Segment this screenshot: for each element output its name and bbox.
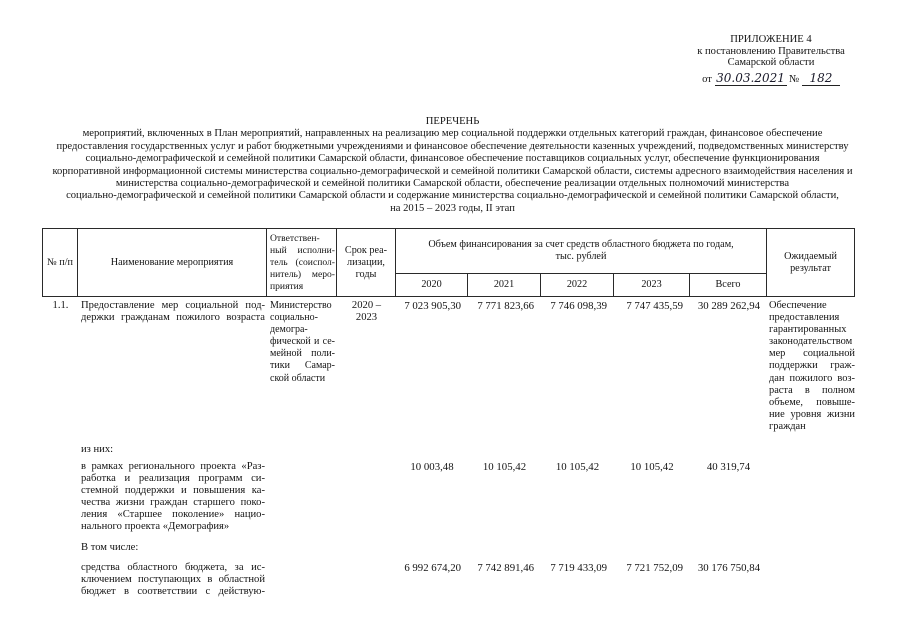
handwritten-number: 182 (802, 72, 840, 86)
header-expected-result-text (767, 251, 854, 275)
text-line: объеме, повыше- (769, 396, 855, 408)
value-2021: 7 771 823,66 (477, 300, 534, 312)
text-line: раста в полном (769, 384, 855, 396)
text-line: Ожидаемый (784, 250, 837, 262)
text-line: корпоративной информационной системы министерства социально-демографической и семейной политики Самарской области, системы адресного взаимодействия населения и (52, 165, 853, 177)
text-line: фической и се- (270, 336, 335, 348)
row-number: 1.1. (52, 300, 69, 311)
text-line: ключением поступающих в областной (81, 574, 265, 586)
header-total: Всего (690, 274, 767, 297)
text-line: мероприятий, включенных в План мероприятий, направленных на реализацию мер социальной поддержки отдельных категорий граждан, финансовое обеспечение (82, 128, 823, 140)
value-total: 40 319,74 (706, 461, 751, 473)
text-line: мер социальной (769, 348, 855, 360)
text-line: Объем финансирования за счет средств областного бюджета по годам, (428, 239, 734, 250)
text-line: тыс. рублей (555, 251, 607, 262)
text-line: Обеспечение (769, 300, 827, 311)
text-line: демогра- (270, 324, 308, 336)
text-line: стемной поддержки и повышения ка- (81, 485, 265, 497)
text-line: работка и реализация программ си- (81, 473, 265, 485)
text-line: мейной поли- (270, 348, 335, 360)
table-row (43, 461, 855, 534)
activity-name (78, 300, 267, 433)
text-line: социально- (270, 312, 318, 324)
value-2020: 6 992 674,20 (404, 562, 461, 574)
value-2020: 10 003,48 (410, 461, 454, 473)
table-row (43, 562, 855, 598)
table-row (43, 300, 855, 433)
value-2020: 7 023 905,30 (404, 300, 461, 312)
appendix-resolution-line: к постановлению Правительства (697, 45, 845, 57)
document-heading (0, 116, 905, 215)
subheading-including: В том числе: (81, 542, 139, 553)
table-header (42, 228, 855, 297)
term (337, 300, 396, 433)
value-total: 30 176 750,84 (697, 562, 760, 574)
number-prefix: № (789, 73, 800, 85)
value-2023: 10 105,42 (630, 461, 674, 473)
text-line: годы (355, 268, 377, 280)
text-line: Ответствен- (270, 232, 320, 244)
text-line: нитель) меро- (270, 268, 335, 280)
text-line: результат (790, 262, 831, 274)
value-2022: 10 105,42 (555, 461, 600, 473)
text-line: приятия (270, 280, 304, 292)
text-line: министерства социально-демографической и семейной политики Самарской области, обеспечение реализации отдельных полномочий министерства (115, 178, 790, 190)
header-year-2020: 2020 (396, 274, 468, 297)
text-line: социально-демографической и семейной политики Самарской области и содержание министерства социально-демографической и семейной политики Самарской области, (66, 190, 839, 202)
text-line: ской области (270, 372, 326, 384)
subheading-of-which: из них: (81, 444, 114, 455)
header-expected-result (767, 229, 855, 297)
value-2022: 7 719 433,09 (550, 562, 607, 574)
appendix-region-line: Самарской области (727, 57, 815, 69)
value-2023: 7 747 435,59 (626, 300, 683, 312)
text-line: нального проекта «Демография» (81, 521, 230, 533)
header-activity-name: Наименование мероприятия (78, 229, 267, 297)
appendix-date-line (690, 72, 852, 86)
value-2023: 7 721 752,09 (626, 562, 683, 574)
text-line: средства областного бюджета, за ис- (81, 562, 265, 573)
date-prefix: от (702, 73, 712, 85)
heading-description (0, 128, 905, 215)
value-2022: 7 746 098,39 (550, 300, 607, 312)
text-line: лизации, (347, 256, 385, 268)
text-line: законодательством (769, 336, 853, 348)
header-executor (267, 229, 337, 297)
appendix-title: ПРИЛОЖЕНИЕ 4 (730, 34, 812, 45)
text-line: чества жизни граждан старшего поко- (81, 497, 265, 509)
text-line: поддержки граж- (769, 360, 855, 372)
text-line: социально-демографической и семейной политики Самарской области, финансовое обеспечение поставщиков социальных услуг, обеспечение функционирования (85, 153, 820, 165)
executor (267, 300, 337, 433)
text-line: держки гражданам пожилого возраста (81, 312, 265, 324)
header-term (337, 229, 396, 297)
text-line: тики Самар- (270, 360, 335, 372)
appendix-block (690, 34, 852, 86)
header-number: № п/п (43, 229, 78, 297)
text-line: Министерство (270, 300, 332, 311)
value-2021: 10 105,42 (482, 461, 527, 473)
heading-title: ПЕРЕЧЕНЬ (425, 116, 480, 127)
text-line: тель (соиспол- (270, 256, 335, 268)
text-line: дан пожилого воз- (769, 372, 855, 384)
text-line: на 2015 – 2023 годы, II этап (390, 202, 515, 214)
header-funding-text (396, 239, 766, 263)
header-funding (396, 229, 767, 274)
text-line: предоставления (769, 312, 840, 324)
header-executor-text (267, 233, 336, 293)
value-total: 30 289 262,94 (697, 300, 760, 312)
activity-name (78, 461, 267, 534)
text-line: гарантированных (769, 324, 847, 336)
text-line: предоставления государственных услуг и работ бюджетными учреждениями и финансовое обеспечение деятельности казенных учреждений, подведомственных министерству (56, 140, 849, 152)
value-2021: 7 742 891,46 (477, 562, 534, 574)
text-line: ления «Старшее поколение» нацио- (81, 509, 265, 521)
handwritten-date: 30.03.2021 (716, 70, 785, 85)
text-line: 2020 – (351, 300, 382, 311)
text-line: бюджет в соответствии с действую- (81, 586, 265, 598)
expected-result (767, 300, 855, 433)
activity-name (78, 562, 267, 598)
text-line: ние уровня жизни (769, 408, 855, 420)
header-year-2022: 2022 (541, 274, 614, 297)
text-line: ный исполни- (270, 244, 335, 256)
header-year-2021: 2021 (468, 274, 541, 297)
header-year-2023: 2023 (614, 274, 690, 297)
text-line: граждан (769, 420, 806, 432)
text-line: Срок реа- (344, 244, 388, 256)
text-line: в рамках регионального проекта «Раз- (81, 461, 265, 472)
header-term-text (337, 245, 395, 281)
text-line: Предоставление мер социальной под- (81, 300, 265, 311)
text-line: 2023 (355, 312, 378, 324)
